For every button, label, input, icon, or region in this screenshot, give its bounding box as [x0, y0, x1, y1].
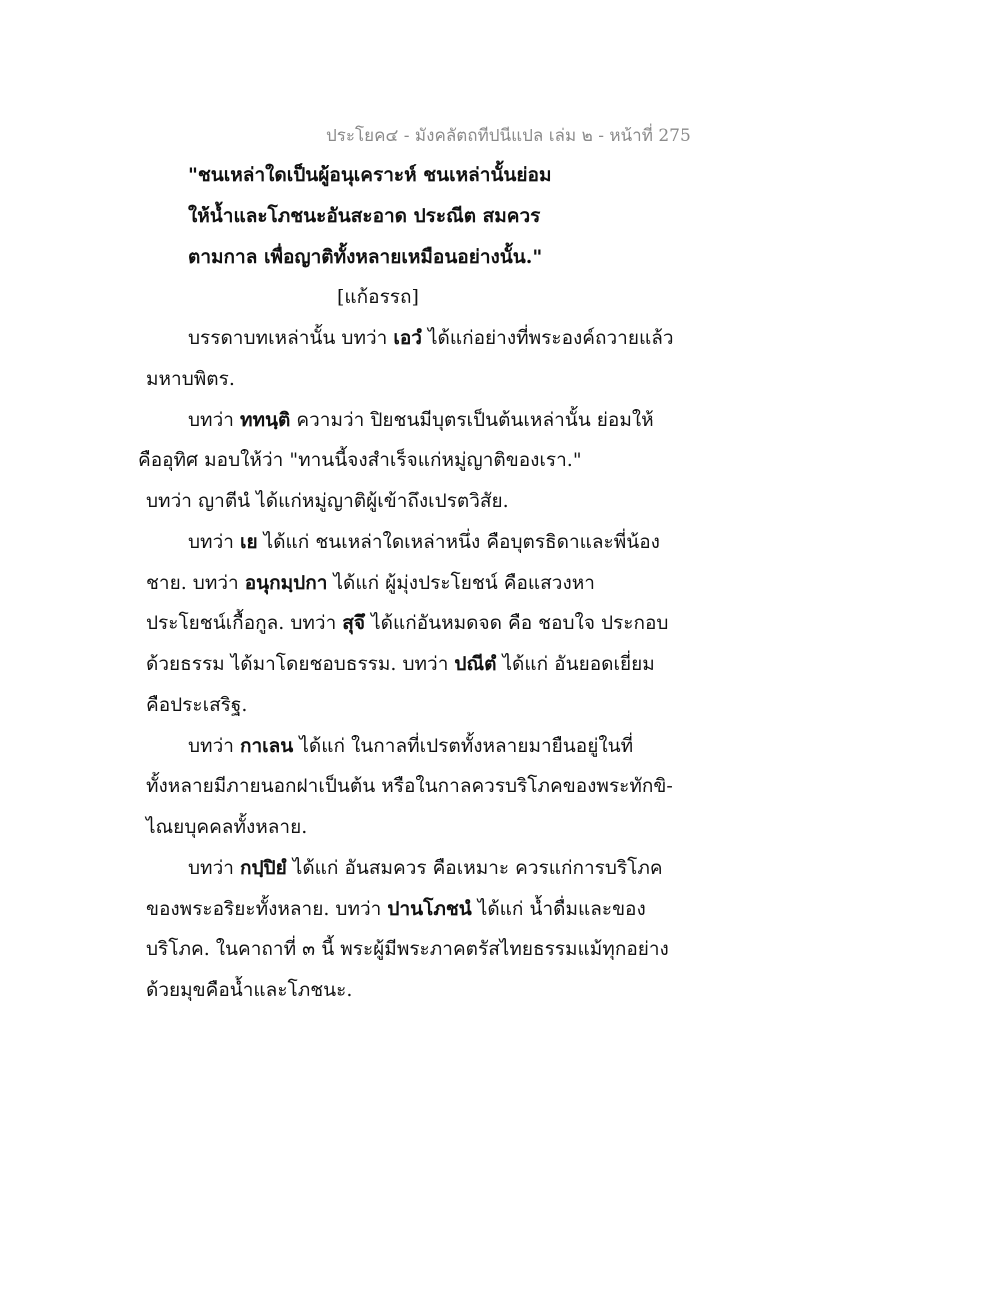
running-header: ประโยค๔ - มังคลัตถทีปนีแปล เล่ม ๒ - หน้าที่ 275	[326, 126, 691, 146]
paragraph-4-line-1	[188, 737, 633, 756]
paragraph-5-line-4: ด้วยมุขคือน้ำและโภชนะ.	[146, 979, 353, 1001]
paragraph-2-line-3: บทว่า ญาตีนํ ได้แก่หมู่ญาติผู้เข้าถึงเปรตวิสัย.	[146, 490, 509, 512]
paragraph-3-line-5: คือประเสริฐ.	[146, 694, 248, 716]
keyword: อนุกมฺปกา	[244, 572, 328, 594]
verse-line-1: "ชนเหล่าใดเป็นผู้อนุเคราะห์ ชนเหล่านั้นย่อม	[188, 164, 552, 186]
text-span: บทว่า	[188, 857, 240, 879]
paragraph-3-line-2	[146, 574, 595, 593]
text-span: ได้แก่ ผู้มุ่งประโยชน์ คือแสวงหา	[327, 572, 595, 594]
paragraph-5-line-2	[146, 900, 646, 919]
text-span: ได้แก่ อันสมควร คือเหมาะ ควรแก่การบริโภค	[286, 857, 663, 879]
paragraph-2-line-2: คืออุทิศ มอบให้ว่า "ทานนี้จงสำเร็จแก่หมู่ญาติของเรา."	[138, 449, 582, 471]
text-span: ได้แก่อย่างที่พระองค์ถวายแล้ว	[421, 327, 674, 349]
text-span: ด้วยธรรม ได้มาโดยชอบธรรม. บทว่า	[146, 653, 455, 675]
paragraph-3-line-3	[146, 614, 668, 633]
commentary-label: [แก้อรรถ]	[337, 286, 419, 308]
paragraph-4-line-3: ไณยบุคคลทั้งหลาย.	[146, 816, 308, 838]
text-span: ได้แก่ น้ำดื่มและของ	[471, 898, 646, 920]
text-span: ได้แก่ อันยอดเยี่ยม	[496, 653, 655, 675]
keyword: เอวํ	[393, 327, 422, 349]
keyword: กาเลน	[239, 735, 294, 757]
paragraph-3-line-1	[188, 533, 660, 552]
keyword: ปณีตํ	[454, 653, 497, 675]
keyword: ปานโภชนํ	[387, 898, 472, 920]
keyword: ททนฺติ	[239, 409, 291, 431]
paragraph-2-line-1	[188, 411, 654, 430]
text-span: ได้แก่อันหมดจด คือ ชอบใจ ประกอบ	[365, 612, 669, 634]
paragraph-5-line-1	[188, 859, 663, 878]
text-span: ได้แก่ ในกาลที่เปรตทั้งหลายมายืนอยู่ในที่	[293, 735, 634, 757]
text-span: บทว่า	[188, 735, 240, 757]
keyword: เย	[239, 531, 258, 553]
text-span: ความว่า ปิยชนมีบุตรเป็นต้นเหล่านั้น ย่อมให้	[290, 409, 654, 431]
paragraph-1-line-2: มหาบพิตร.	[146, 368, 235, 390]
paragraph-4-line-2: ทั้งหลายมีภายนอกฝาเป็นต้น หรือในกาลควรบริโภคของพระทักขิ-	[146, 775, 673, 797]
text-span: บทว่า	[188, 531, 240, 553]
text-span: บรรดาบทเหล่านั้น บทว่า	[188, 327, 394, 349]
keyword: กปฺปิยํ	[239, 857, 287, 879]
paragraph-5-line-3: บริโภค. ในคาถาที่ ๓ นี้ พระผู้มีพระภาคตรัสไทยธรรมแม้ทุกอย่าง	[146, 938, 669, 960]
text-span: ประโยชน์เกื้อกูล. บทว่า	[146, 612, 343, 634]
text-span: ของพระอริยะทั้งหลาย. บทว่า	[146, 898, 388, 920]
paragraph-3-line-4	[146, 655, 655, 674]
verse-line-3: ตามกาล เพื่อญาติทั้งหลายเหมือนอย่างนั้น."	[188, 246, 543, 268]
text-span: ได้แก่ ชนเหล่าใดเหล่าหนึ่ง คือบุตรธิดาและพี่น้อง	[257, 531, 660, 553]
paragraph-1-line-1	[188, 329, 674, 348]
keyword: สุจึ	[342, 612, 366, 634]
text-span: บทว่า	[188, 409, 240, 431]
verse-line-2: ให้น้ำและโภชนะอันสะอาด ประณีต สมควร	[188, 205, 541, 227]
text-span: ชาย. บทว่า	[146, 572, 245, 594]
